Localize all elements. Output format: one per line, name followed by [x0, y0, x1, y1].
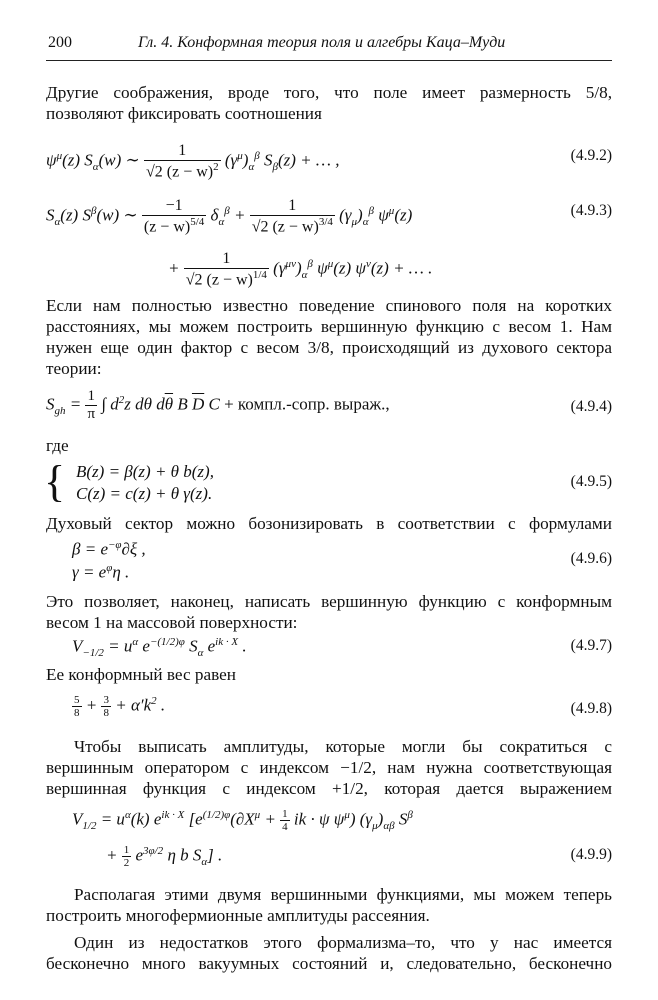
text-line: Чтобы выписать амплитуды, которые могли бы сократиться с	[74, 737, 612, 756]
text-line: теории:	[46, 359, 102, 378]
equation-4-9-9	[0, 800, 658, 836]
equation-text: + компл.-сопр. выраж.,	[224, 394, 390, 414]
text-line: где	[46, 436, 69, 455]
paragraph-1	[46, 82, 612, 124]
equation-4-9-3-continued	[0, 238, 658, 288]
equation-number: (4.9.3)	[570, 202, 612, 219]
equation-line: $\gamma = e^\varphi\eta$ .	[72, 562, 130, 582]
equation-4-9-7	[0, 634, 658, 660]
equation-number: (4.9.7)	[570, 637, 612, 654]
text-line: Ее конформный вес равен	[46, 665, 236, 684]
equation-line: $\beta = e^{-\varphi}\partial\xi$ ,	[72, 539, 146, 559]
equation-number: (4.9.5)	[570, 473, 612, 490]
equation-body: $V_{-1/2} = u^\alpha$ $e^{-(1/2)\varphi}$ $S_\alpha$ $e^{ik \cdot X}$ .	[72, 636, 247, 660]
paragraph-3	[46, 435, 612, 456]
text-line: Один из недостатков этого формализма–то, что у нас имеется	[74, 933, 612, 952]
equation-number: (4.9.2)	[570, 147, 612, 164]
equation-body: $\psi^\mu(z)$ $S_\alpha(w)$ ∼ $\frac{1}{√2 (z - w)^2}$ $(\gamma^\mu)_\alpha^\beta$ $S_\beta(z)$ + … ,	[46, 142, 340, 181]
equation-line: C(z) = c(z) + θ γ(z).	[76, 484, 213, 503]
text-line: вершинным оператором с индексом −1/2, нам нужна соответствующая	[46, 758, 612, 777]
text-line: расстояниях, мы можем построить вершинную функцию с весом 1. Нам	[46, 317, 612, 336]
text-line: построить многофермионные амплитуды рассеяния.	[46, 906, 430, 925]
equation-body: $V_{1/2} = u^\alpha(k)$ $e^{ik \cdot X}$ [$e^{(1/2)\varphi}(\partial X^\mu$ + $\frac{1}{4}$ ik · ψ $\psi^\mu$) $(\gamma_\mu)_{\alpha\beta}$ $S^\beta$	[72, 808, 413, 833]
equation-4-9-6	[0, 537, 658, 585]
text-line: Это позволяет, наконец, написать вершинную функцию с конформным	[46, 592, 612, 611]
running-title: Гл. 4. Конформная теория поля и алгебры Каца–Муди	[138, 34, 506, 51]
equation-4-9-4	[0, 380, 658, 428]
equation-4-9-8	[0, 690, 658, 726]
paragraph-2	[46, 295, 612, 379]
equation-body: + $\frac{1}{2}$ $e^{3\varphi/2}$ η b $S_\alpha$] .	[106, 844, 223, 869]
equation-number: (4.9.6)	[570, 550, 612, 567]
equation-number: (4.9.4)	[570, 398, 612, 415]
paragraph-8	[46, 884, 612, 926]
paragraph-7	[46, 736, 612, 799]
paragraph-6	[46, 664, 612, 685]
text-line: вершинная функция с индексом +1/2, которая дается выражением	[46, 779, 612, 798]
equation-number: (4.9.8)	[570, 700, 612, 717]
equation-body: $\frac{5}{8}$ + $\frac{3}{8}$ + $\alpha'k^2$ .	[74, 694, 166, 719]
page-number: 200	[48, 34, 72, 51]
text-line: нужен еще один фактор с весом 3/8, происходящий из духового сектора	[46, 338, 612, 357]
paragraph-9	[46, 932, 612, 974]
text-line: позволяют фиксировать соотношения	[46, 104, 322, 123]
text-line: бесконечно много вакуумных состояний и, следовательно, бесконечно	[46, 954, 612, 973]
header-rule	[46, 60, 612, 61]
text-line: Если нам полностью известно поведение спинового поля на коротких	[46, 296, 612, 315]
equation-4-9-2	[0, 130, 658, 180]
equation-line: B(z) = β(z) + θ b(z),	[76, 462, 214, 481]
equation-body: $S_{gh}$ = $\frac{1}{\pi}$ ∫ $d^2z$ dθ $d\overline{\theta}$ B $\overline{D}$ C + компл.-сопр. выраж.,	[46, 388, 390, 422]
paragraph-4	[46, 513, 612, 534]
equation-number: (4.9.9)	[570, 846, 612, 863]
text-line: весом 1 на массовой поверхности:	[46, 613, 298, 632]
equation-4-9-5	[0, 457, 658, 508]
equation-body: $S_\alpha(z)$ $S^\beta(w)$ ∼ $\frac{-1}{(z - w)^{5/4}}$ $\delta_\alpha^\beta$ + $\frac{1}{√2 (z - w)^{3/4}}$ $(\gamma_\mu)_\alpha^\beta$ $\psi^\mu(z)$	[46, 197, 413, 236]
left-brace: {	[44, 457, 66, 506]
text-line: Другие соображения, вроде того, что поле имеет размерность 5/8,	[46, 83, 612, 102]
equation-body: + $\frac{1}{√2 (z - w)^{1/4}}$ $(\gamma^{\mu\nu})_\alpha^\beta$ $\psi^\mu(z) \psi^\nu(z)$ + … .	[168, 250, 433, 289]
equation-4-9-9-continued	[0, 840, 658, 876]
equation-4-9-3	[0, 185, 658, 235]
text-line: Располагая этими двумя вершинными функциями, мы можем теперь	[74, 885, 612, 904]
text-line: Духовый сектор можно бозонизировать в соответствии с формулами	[46, 514, 612, 533]
paragraph-5	[46, 591, 612, 633]
